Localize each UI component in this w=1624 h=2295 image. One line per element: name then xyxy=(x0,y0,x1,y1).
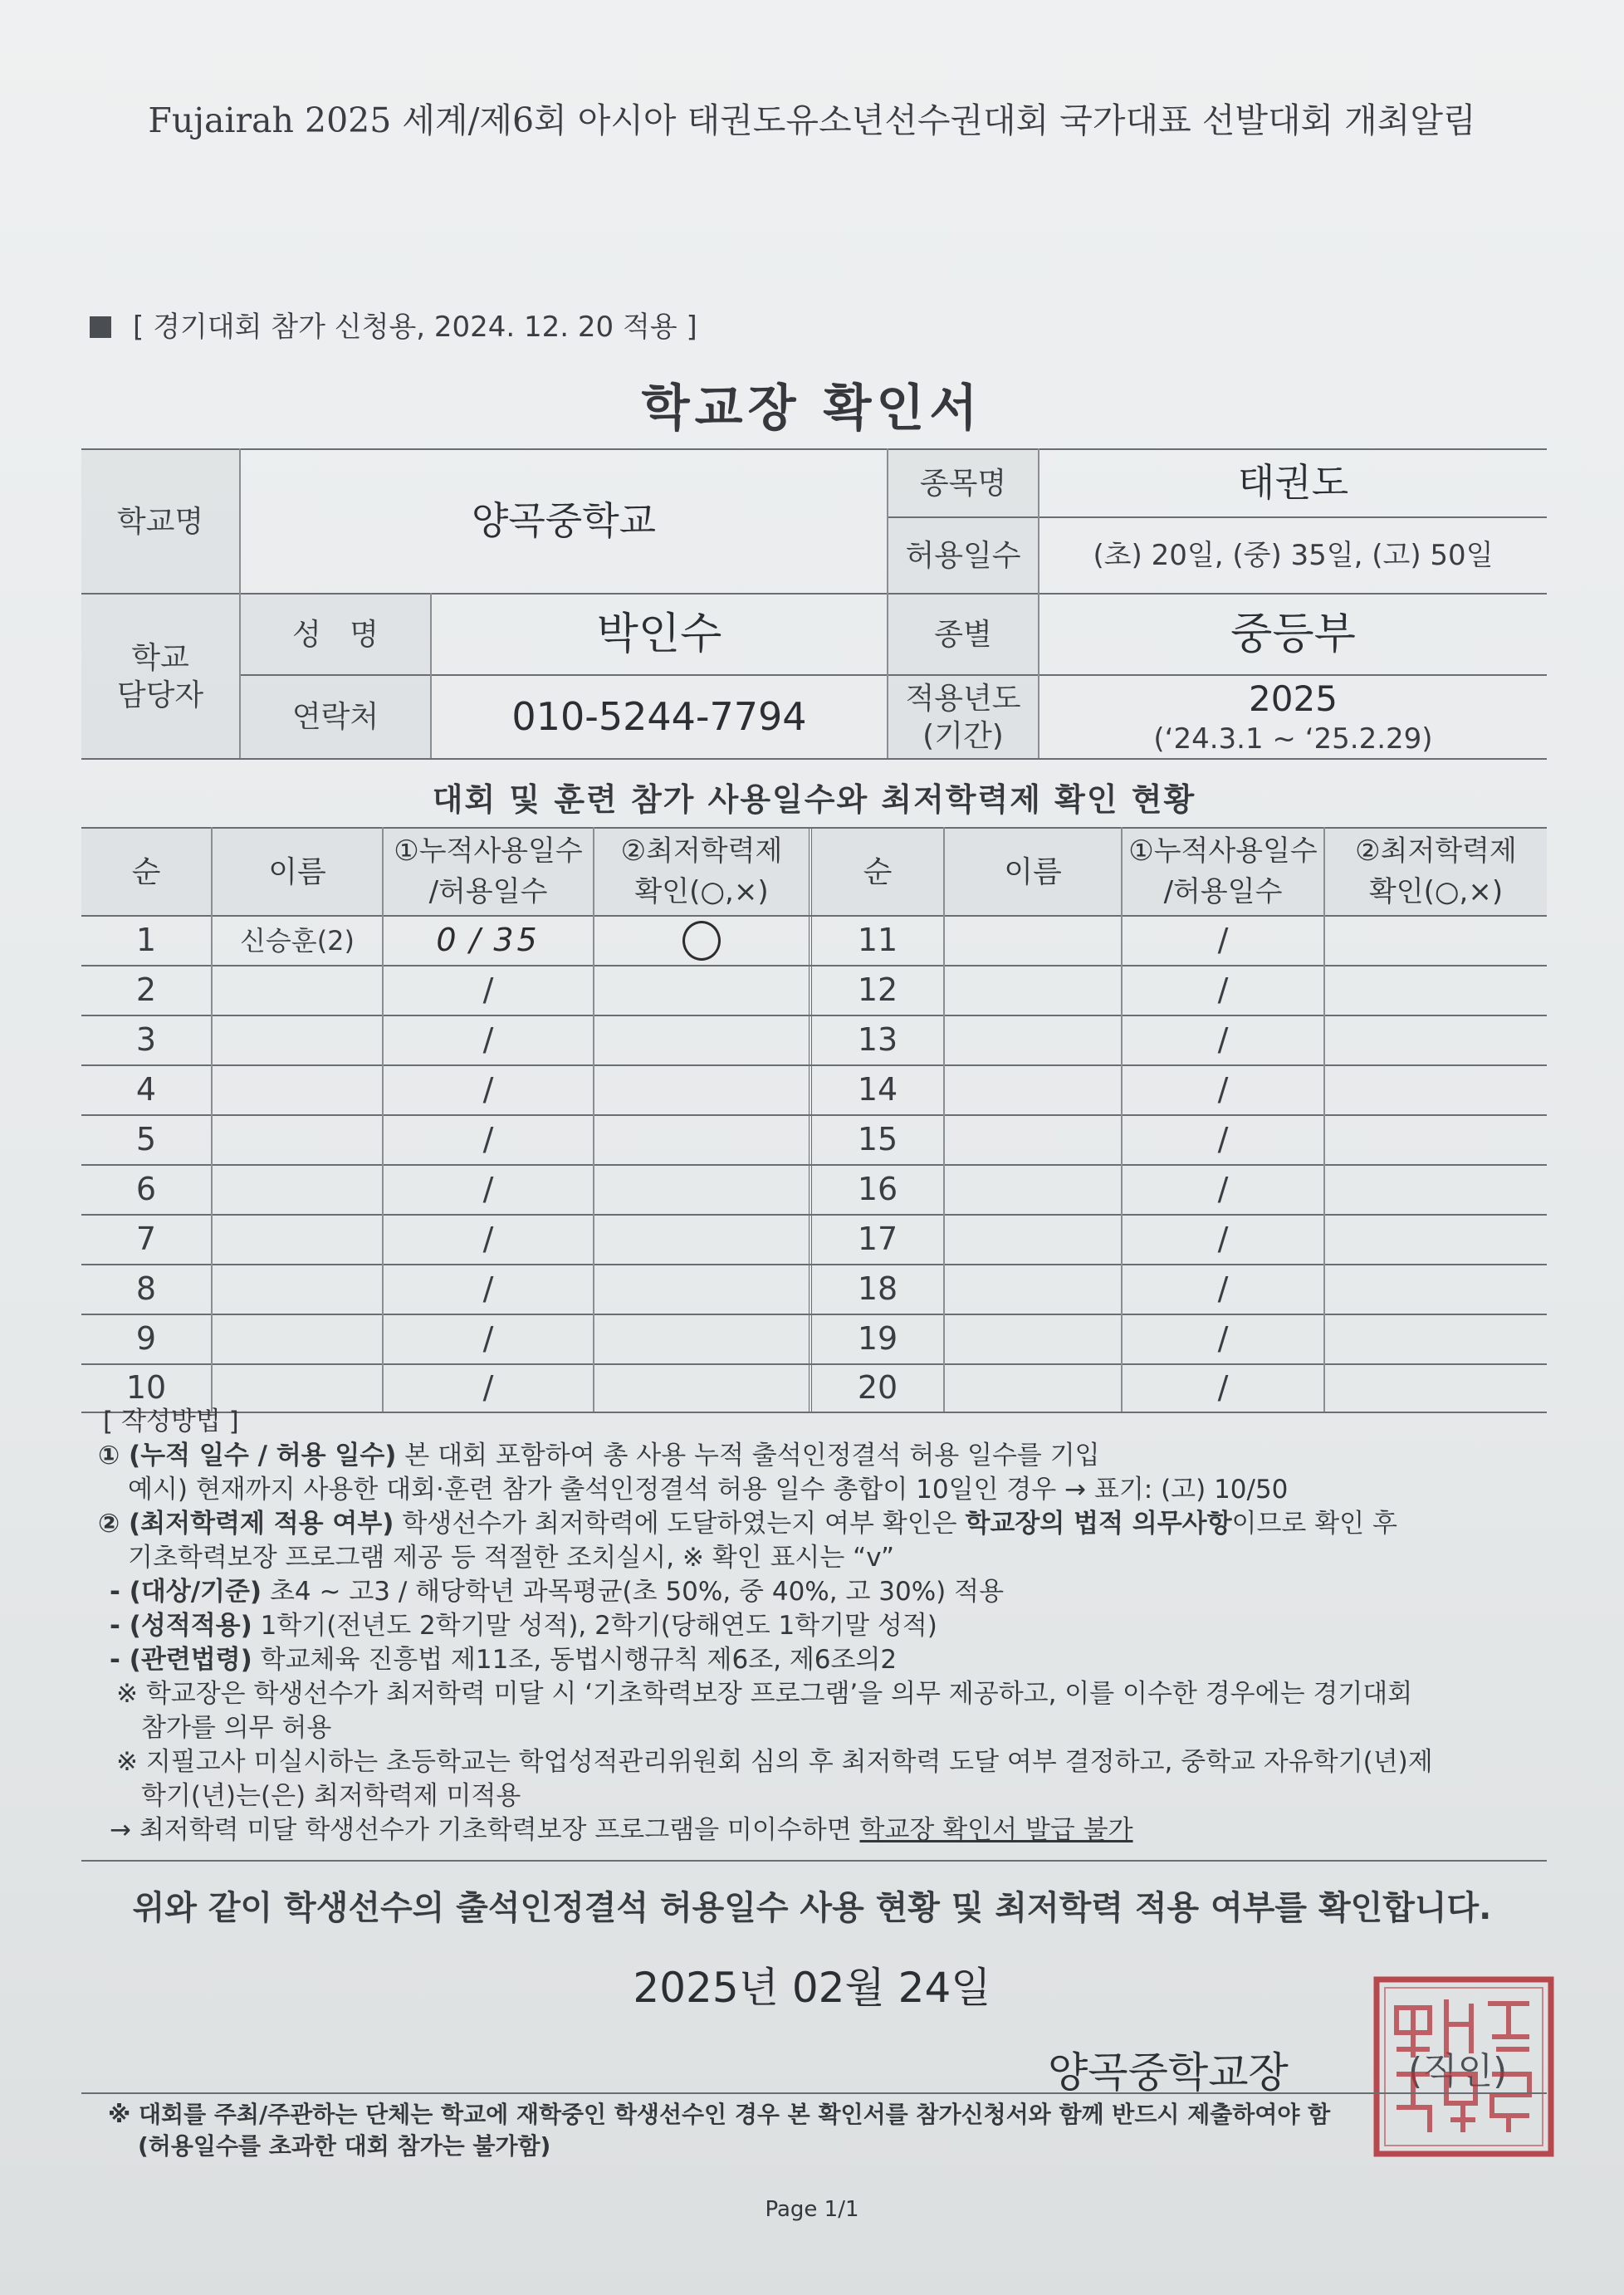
table-row-days xyxy=(384,917,593,965)
apply-year-label-line1: 적용년도 xyxy=(905,681,1021,716)
page-number: Page 1/1 xyxy=(765,2197,859,2222)
manager-name-value: 박인수 xyxy=(596,609,722,659)
table-row-days: / xyxy=(482,1021,494,1059)
manager-name-label: 성 명 xyxy=(241,595,430,674)
method-text: 초4 ~ 고3 / 해당학년 과목평균(초 50%, 중 40%, 고 30%) 적용 xyxy=(262,1577,1005,1607)
method-line xyxy=(110,1643,1559,1677)
table-row-days: / xyxy=(1217,971,1229,1009)
document-title: 학교장 확인서 xyxy=(641,379,983,438)
table-row-days: / xyxy=(482,1270,494,1308)
method-term: - (관련법령) xyxy=(110,1645,252,1675)
table-row-days: / xyxy=(482,971,494,1009)
col-days-header-right xyxy=(1123,829,1323,915)
method-line: 참가를 의무 허용 xyxy=(141,1713,332,1743)
method-line: 예시) 현재까지 사용한 대회·훈련 참가 출석인정결석 허용 일수 총합이 10일인 경우 → 표기: (고) 10/50 xyxy=(128,1475,1289,1505)
application-note-text: [ 경기대회 참가 신청용, 2024. 12. 20 적용 ] xyxy=(133,311,697,344)
event-name-label: 종목명 xyxy=(888,450,1038,516)
method-line xyxy=(98,1507,1559,1541)
col-days-header-line1: ①누적사용일수 xyxy=(394,834,583,868)
method-text: 본 대회 포함하여 총 사용 누적 출석인정결석 허용 일수를 기입 xyxy=(396,1441,1100,1470)
confirmation-statement: 위와 같이 학생선수의 출석인정결석 허용일수 사용 현황 및 최저학력 적용 여부를 확인합니다. xyxy=(132,1889,1492,1927)
table-row-no: 8 xyxy=(135,1270,157,1308)
table-row-no: 18 xyxy=(857,1270,898,1308)
table-row-days: / xyxy=(482,1171,494,1208)
table-row-days: / xyxy=(1217,1121,1229,1158)
col-days-header-right-line2: /허용일수 xyxy=(1163,875,1283,908)
table-row-no: 15 xyxy=(857,1121,898,1158)
col-check-header-line2: 확인(○,×) xyxy=(634,875,769,908)
col-days-header-right-line1: ①누적사용일수 xyxy=(1128,834,1318,868)
principal-signature: 양곡중학교장 xyxy=(1048,2048,1289,2097)
table-row-no: 17 xyxy=(857,1221,898,1258)
table-row-name: 신승훈(2) xyxy=(239,925,355,957)
division-label: 종별 xyxy=(888,595,1038,674)
apply-year-label xyxy=(888,676,1038,758)
table-row-check xyxy=(594,917,809,965)
table-row-no: 16 xyxy=(857,1171,898,1208)
table-row-no: 13 xyxy=(857,1021,898,1059)
method-term: - (대상/기준) xyxy=(110,1577,262,1607)
official-seal-label: (직인) xyxy=(1408,2050,1508,2092)
method-term: - (성적적용) xyxy=(110,1611,252,1641)
table-row-no: 4 xyxy=(135,1071,157,1108)
col-check-header xyxy=(594,829,809,915)
division-value: 중등부 xyxy=(1230,609,1356,659)
check-circle-handwritten xyxy=(682,921,721,961)
issue-date: 2025년 02월 24일 xyxy=(633,1964,991,2012)
table-row-no: 7 xyxy=(135,1221,157,1258)
footnote xyxy=(108,2099,1330,2162)
table-row-no: 19 xyxy=(857,1320,898,1358)
table-row-days: / xyxy=(482,1369,494,1407)
table-row-days: / xyxy=(1217,1171,1229,1208)
table-row-no: 10 xyxy=(125,1369,167,1407)
table-row-days: / xyxy=(1217,1071,1229,1108)
method-heading: [ 작성방법 ] xyxy=(103,1407,239,1436)
table-row-days: / xyxy=(1217,1021,1229,1059)
method-text: 이므로 확인 후 xyxy=(1231,1509,1397,1539)
used-days-handwritten: 0 xyxy=(436,922,460,959)
method-line: ※ 학교장은 학생선수가 최저학력 미달 시 ‘기초학력보장 프로그램’을 의무 제공하고, 이를 이수한 경우에는 경기대회 xyxy=(116,1679,1413,1709)
table-row-days: / xyxy=(1217,1221,1229,1258)
method-underlined-text: 학교장 확인서 발급 불가 xyxy=(859,1815,1133,1845)
table-row-days: / xyxy=(1217,1320,1229,1358)
method-line xyxy=(110,1813,1559,1847)
footnote-line2: (허용일수를 초과한 대회 참가는 불가함) xyxy=(138,2132,551,2160)
method-line: ※ 지필고사 미실시하는 초등학교는 학업성적관리위원회 심의 후 최저학력 도달 여부 결정하고, 중학교 자유학기(년)제 xyxy=(116,1747,1433,1777)
col-check-header-right-line2: 확인(○,×) xyxy=(1368,875,1504,908)
manager-label xyxy=(81,595,239,758)
apply-period: (‘24.3.1 ~ ‘25.2.29) xyxy=(1153,722,1433,756)
table-row-days: / xyxy=(1217,922,1229,959)
col-check-header-right-line1: ②최저학력제 xyxy=(1355,834,1517,868)
rule xyxy=(81,1860,1547,1862)
col-check-header-line1: ②최저학력제 xyxy=(620,834,783,868)
method-text: 학생선수가 최저학력에 도달하였는지 여부 확인은 xyxy=(394,1509,966,1539)
method-text: 1학기(전년도 2학기말 성적), 2학기(당해연도 1학기말 성적) xyxy=(252,1611,937,1641)
table-row-days: / xyxy=(482,1320,494,1358)
contact-value: 010-5244-7794 xyxy=(511,693,807,739)
table-row-no: 12 xyxy=(857,971,898,1009)
apply-year: 2025 xyxy=(1249,678,1338,719)
school-name-value: 양곡중학교 xyxy=(471,498,657,544)
method-term: ② (최저학력제 적용 여부) xyxy=(98,1509,394,1539)
method-line xyxy=(98,1439,1559,1473)
writing-method xyxy=(98,1405,1559,1847)
table-row-days: / xyxy=(482,1121,494,1158)
table-row-no: 9 xyxy=(135,1320,157,1358)
document-header: Fujairah 2025 세계/제6회 아시아 태권도유소년선수권대회 국가대표 선발대회 개최알림 xyxy=(148,100,1476,140)
manager-label-line1: 학교 xyxy=(131,640,189,675)
status-title: 대회 및 훈련 참가 사용일수와 최저학력제 확인 현황 xyxy=(432,781,1196,818)
table-row-no: 11 xyxy=(857,922,898,959)
col-no-header: 순 xyxy=(81,829,211,915)
method-term: 학교장의 법적 의무사항 xyxy=(965,1509,1232,1539)
method-text: → 최저학력 미달 학생선수가 기초학력보장 프로그램을 미이수하면 xyxy=(110,1815,860,1845)
col-days-header-line2: /허용일수 xyxy=(428,875,548,908)
col-days-header xyxy=(384,829,593,915)
manager-label-line2: 담당자 xyxy=(116,678,204,712)
col-name-header: 이름 xyxy=(213,829,382,915)
days-separator: / xyxy=(469,922,484,959)
apply-year-label-line2: (기간) xyxy=(922,718,1004,753)
table-row-days: / xyxy=(1217,1369,1229,1407)
allowed-days-value: (초) 20일, (중) 35일, (고) 50일 xyxy=(1093,538,1494,572)
table-row-no: 2 xyxy=(135,971,157,1009)
contact-label: 연락처 xyxy=(241,676,430,758)
table-row-days: / xyxy=(482,1221,494,1258)
school-name-label: 학교명 xyxy=(81,450,239,593)
table-row-no: 20 xyxy=(857,1369,898,1407)
col-name-header-right: 이름 xyxy=(945,829,1121,915)
method-line xyxy=(110,1609,1559,1643)
method-term: ① (누적 일수 / 허용 일수) xyxy=(98,1441,397,1470)
col-check-header-right xyxy=(1325,829,1547,915)
rule xyxy=(81,758,1547,760)
footnote-line1: ※ 대회를 주최/주관하는 단체는 학교에 재학중인 학생선수인 경우 본 확인서를 참가신청서와 함께 반드시 제출하여야 함 xyxy=(108,2101,1331,2128)
table-row-no: 1 xyxy=(135,922,157,959)
square-bullet-icon xyxy=(90,316,111,338)
rule xyxy=(81,2092,1547,2094)
method-line xyxy=(110,1575,1559,1609)
method-line: 학기(년)는(은) 최저학력제 미적용 xyxy=(141,1781,521,1811)
apply-year-value xyxy=(1039,676,1547,758)
allowed-days-label: 허용일수 xyxy=(888,518,1038,593)
event-name-value: 태권도 xyxy=(1237,460,1349,506)
application-note xyxy=(90,304,697,345)
table-row-no: 14 xyxy=(857,1071,898,1108)
table-row-no: 5 xyxy=(135,1121,157,1158)
table-row-days: / xyxy=(1217,1270,1229,1308)
table-row-days: / xyxy=(482,1071,494,1108)
table-row-no: 6 xyxy=(135,1171,157,1208)
col-no-header-right: 순 xyxy=(812,829,943,915)
official-seal-icon xyxy=(1372,1974,1556,2159)
method-text: 학교체육 진흥법 제11조, 동법시행규칙 제6조, 제6조의2 xyxy=(252,1645,898,1675)
method-line: 기초학력보장 프로그램 제공 등 적절한 조치실시, ※ 확인 표시는 “v” xyxy=(128,1543,895,1573)
table-row-no: 3 xyxy=(135,1021,157,1059)
allowed-days-handwritten: 35 xyxy=(493,922,541,959)
